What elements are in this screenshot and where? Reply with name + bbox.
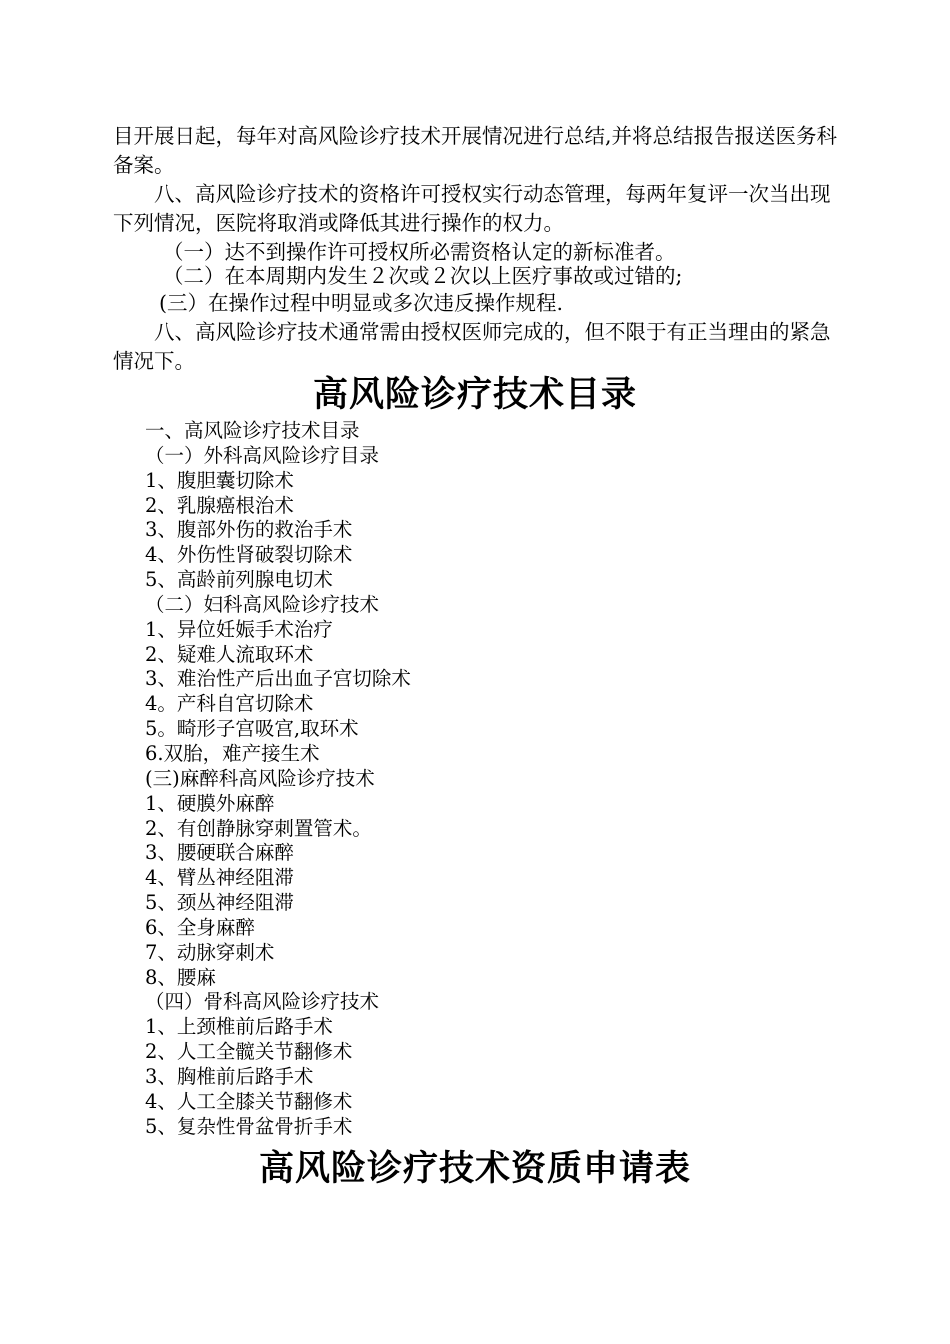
paragraph-authorized-physician: 八、高风险诊疗技术通常需由授权医师完成的，但不限于有正当理由的紧急情况下。 [113, 320, 831, 373]
catalog-line: 1、腹胆囊切除术 [145, 468, 294, 492]
catalog-line: 6、全身麻醉 [145, 915, 255, 939]
paragraph-summary-report: 目开展日起，每年对高风险诊疗技术开展情况进行总结,并将总结报告报送医务科备案。 [113, 124, 838, 177]
catalog-line: 5。畸形子宫吸宫,取环术 [145, 717, 359, 741]
catalog-line: （一）外科高风险诊疗目录 [145, 443, 380, 467]
condition-item-1: （一）达不到操作许可授权所必需资格认定的新标准者。 [163, 240, 676, 264]
catalog-line: 4、外伤性肾破裂切除术 [145, 543, 353, 567]
condition-item-3: (三）在操作过程中明显或多次违反操作规程. [159, 291, 564, 315]
catalog-line: （四）骨科高风险诊疗技术 [145, 990, 380, 1014]
catalog-list [145, 419, 745, 1139]
catalog-line: 1、硬膜外麻醉 [145, 791, 275, 815]
condition-item-2: （二）在本周期内发生２次或２次以上医疗事故或过错的; [163, 264, 683, 288]
catalog-line: 3、腹部外伤的救治手术 [145, 518, 353, 542]
catalog-line: 5、复杂性骨盆骨折手术 [145, 1114, 353, 1138]
catalog-line: 7、动脉穿刺术 [145, 940, 275, 964]
catalog-line: 5、颈丛神经阻滞 [145, 891, 294, 915]
catalog-line: 1、上颈椎前后路手术 [145, 1015, 333, 1039]
catalog-line: 3、腰硬联合麻醉 [145, 841, 294, 865]
heading-catalog: 高风险诊疗技术目录 [312, 374, 637, 415]
catalog-line: （二）妇科高风险诊疗技术 [145, 592, 380, 616]
catalog-line: 2、有创静脉穿刺置管术。 [145, 816, 372, 840]
catalog-line: 5、高龄前列腺电切术 [145, 568, 333, 592]
catalog-line: 2、乳腺癌根治术 [145, 493, 294, 517]
paragraph-dynamic-management: 八、高风险诊疗技术的资格许可授权实行动态管理，每两年复评一次当出现下列情况，医院将取消或降低其进行操作的权力。 [113, 182, 831, 235]
catalog-line: 6.双胎，难产接生术 [145, 741, 320, 765]
catalog-line: 2、疑难人流取环术 [145, 642, 314, 666]
catalog-line: 3、胸椎前后路手术 [145, 1064, 314, 1088]
heading-application-form: 高风险诊疗技术资质申请表 [258, 1148, 691, 1189]
catalog-line: 1、异位妊娠手术治疗 [145, 617, 333, 641]
catalog-line: (三)麻醉科高风险诊疗技术 [145, 766, 375, 790]
catalog-line: 3、难治性产后出血子宫切除术 [145, 667, 411, 691]
catalog-line: 8、腰麻 [145, 965, 216, 989]
catalog-line: 4、臂丛神经阻滞 [145, 866, 294, 890]
catalog-line: 4、人工全膝关节翻修术 [145, 1089, 353, 1113]
catalog-line: 2、人工全髋关节翻修术 [145, 1040, 353, 1064]
catalog-line: 4。产科自宫切除术 [145, 692, 314, 716]
catalog-line: 一、高风险诊疗技术目录 [145, 419, 360, 442]
